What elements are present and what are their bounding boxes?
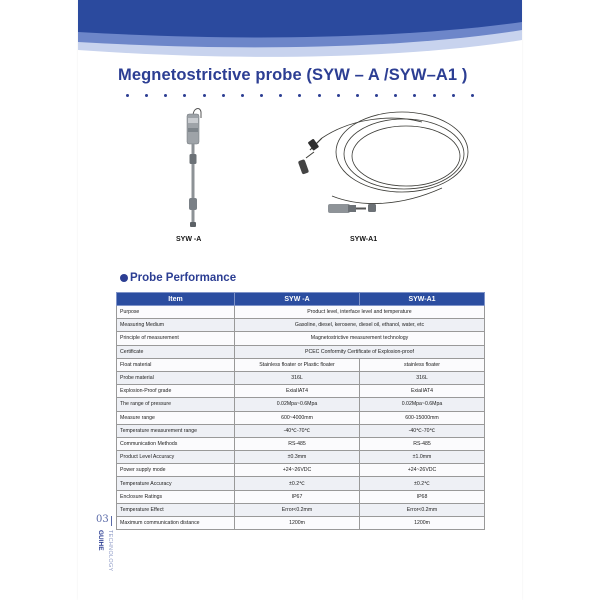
table-header-row: [117, 293, 485, 306]
row-item-label: Probe material: [117, 371, 235, 384]
row-merged-value: Magnetostrictive measurement technology: [235, 332, 485, 345]
row-item-label: Enclosure Ratings: [117, 490, 235, 503]
row-value-syw-a1: ±1.0mm: [360, 451, 485, 464]
probe-performance-table: [116, 292, 485, 530]
row-item-label: Purpose: [117, 306, 235, 319]
product-image-syw-a: [176, 104, 210, 232]
row-value-syw-a1: +24~26VDC: [360, 464, 485, 477]
table-row: [117, 306, 485, 319]
row-value-syw-a: IP67: [235, 490, 360, 503]
section-bullet-icon: [120, 274, 128, 282]
table-row: [117, 358, 485, 371]
row-value-syw-a: ±0.3mm: [235, 451, 360, 464]
row-value-syw-a: -40℃-70℃: [235, 424, 360, 437]
product-image-syw-a1: [292, 108, 472, 220]
row-item-label: Maximum communication distance: [117, 517, 235, 530]
brand-tagline: TECHNOLOGY: [107, 530, 113, 572]
row-value-syw-a: Error<0.2mm: [235, 503, 360, 516]
page-number: 03: [96, 514, 109, 525]
product-caption-syw-a1: SYW-A1: [350, 236, 378, 243]
table-row: [117, 437, 485, 450]
row-item-label: Temperature Effect: [117, 503, 235, 516]
table-row: [117, 371, 485, 384]
row-item-label: Measuring Medium: [117, 319, 235, 332]
table-row: [117, 451, 485, 464]
row-value-syw-a: 600~4000mm: [235, 411, 360, 424]
row-value-syw-a: 0.02Mpa~0.6Mpa: [235, 398, 360, 411]
table-row: [117, 503, 485, 516]
row-value-syw-a1: ExiaIIAT4: [360, 385, 485, 398]
table-row: [117, 411, 485, 424]
row-merged-value: PCEC Conformity Certificate of Explosion-proof: [235, 345, 485, 358]
row-value-syw-a1: ±0.2℃: [360, 477, 485, 490]
footer-brand-mark: [94, 514, 122, 584]
row-value-syw-a: RS-485: [235, 437, 360, 450]
row-merged-value: Product level, interface level and temperature: [235, 306, 485, 319]
row-value-syw-a1: Error<0.2mm: [360, 503, 485, 516]
row-item-label: Product Level Accuracy: [117, 451, 235, 464]
table-row: [117, 319, 485, 332]
row-value-syw-a: ExiaIIAT4: [235, 385, 360, 398]
section-title: [120, 272, 236, 284]
row-merged-value: Gasoline, diesel, kerosene, diesel oil, ethanol, water, etc: [235, 319, 485, 332]
row-item-label: Measure range: [117, 411, 235, 424]
table-row: [117, 424, 485, 437]
row-item-label: Communication Methods: [117, 437, 235, 450]
section-title-text: Probe Performance: [130, 272, 237, 284]
row-value-syw-a: Stainless floater or Plastic floater: [235, 358, 360, 371]
row-item-label: Explosion-Proof grade: [117, 385, 235, 398]
table-row: [117, 345, 485, 358]
row-item-label: Float material: [117, 358, 235, 371]
row-item-label: Certificate: [117, 345, 235, 358]
row-value-syw-a1: 600-15000mm: [360, 411, 485, 424]
table-row: [117, 398, 485, 411]
row-value-syw-a: +24~26VDC: [235, 464, 360, 477]
row-value-syw-a: 316L: [235, 371, 360, 384]
table-row: [117, 477, 485, 490]
table-row: [117, 385, 485, 398]
brand-name: GUIHE: [97, 530, 104, 551]
table-row: [117, 517, 485, 530]
row-item-label: Temperature measurement range: [117, 424, 235, 437]
row-item-label: Principle of measurement: [117, 332, 235, 345]
row-item-label: Temperature Accuracy: [117, 477, 235, 490]
table-row: [117, 332, 485, 345]
row-value-syw-a1: 316L: [360, 371, 485, 384]
row-item-label: The range of pressure: [117, 398, 235, 411]
row-value-syw-a1: IP68: [360, 490, 485, 503]
table-header-syw-a1: SYW-A1: [360, 293, 485, 306]
row-value-syw-a1: 1200m: [360, 517, 485, 530]
page-number-divider: [111, 516, 112, 526]
table-row: [117, 490, 485, 503]
row-value-syw-a: 1200m: [235, 517, 360, 530]
brochure-page: [78, 0, 522, 600]
title-dotted-divider: [126, 92, 474, 98]
row-value-syw-a1: 0.02Mpa~0.6Mpa: [360, 398, 485, 411]
table-row: [117, 464, 485, 477]
row-value-syw-a: ±0.2℃: [235, 477, 360, 490]
row-value-syw-a1: stainless floater: [360, 358, 485, 371]
row-item-label: Power supply mode: [117, 464, 235, 477]
row-value-syw-a1: RS-485: [360, 437, 485, 450]
header-wave-band: [78, 0, 522, 62]
table-header-item: Item: [117, 293, 235, 306]
product-caption-syw-a: SYW -A: [176, 236, 202, 243]
page-title: Megnetostrictive probe (SYW – A /SYW–A1 ): [118, 66, 468, 84]
row-value-syw-a1: -40℃-70℃: [360, 424, 485, 437]
table-header-syw-a: SYW -A: [235, 293, 360, 306]
